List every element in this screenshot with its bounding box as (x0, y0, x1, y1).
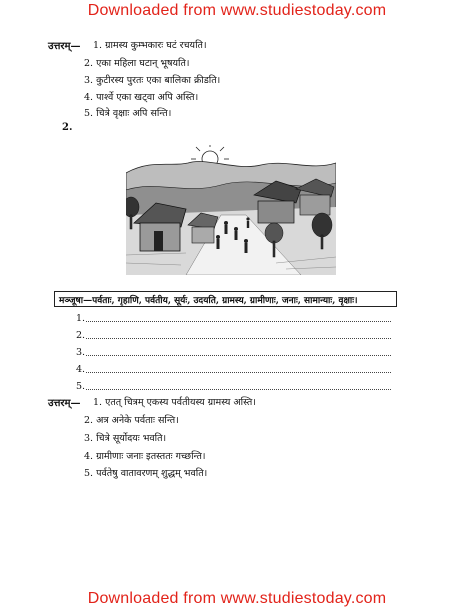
word-box: मञ्जूषा—पर्वताः, गृहाणि, पर्वतीय, सूर्यः, उदयति, ग्रामस्य, ग्रामीणाः, जनाः, सामान्याः, वृक्षाः। (54, 291, 397, 307)
blank-label-3: 3. (76, 347, 86, 358)
question-number: 2. (62, 122, 73, 133)
blank-line-4[interactable] (86, 372, 391, 373)
blank-line-5[interactable] (86, 389, 391, 390)
blank-label-1: 1. (76, 313, 86, 324)
answer-1-line-1: 1. ग्रामस्य कुम्भकारः घटं रचयति। (93, 40, 207, 51)
village-landscape-illustration (126, 145, 336, 275)
answer-2-line-1: 1. एतत् चित्रम् एकस्य पर्वतीयस्य ग्रामस्य अस्ति। (93, 397, 256, 408)
answer-2-line-5: 5. पर्वतेषु वातावरणम् शुद्धम् भवति। (84, 468, 208, 479)
blank-line-3[interactable] (86, 355, 391, 356)
answer-1-line-3: 3. कुटीरस्य पुरतः एका बालिका क्रीडति। (84, 75, 221, 86)
blank-line-2[interactable] (86, 338, 391, 339)
blank-label-5: 5. (76, 381, 86, 392)
blank-label-4: 4. (76, 364, 86, 375)
footer-watermark: Downloaded from www.studiestoday.com (87, 590, 387, 607)
answer-1-line-5: 5. चित्रे वृक्षाः अपि सन्ति। (84, 108, 172, 119)
answer-1-line-4: 4. पार्श्वे एका खट्वा अपि अस्ति। (84, 92, 199, 103)
answer-2-line-2: 2. अत्र अनेके पर्वताः सन्ति। (84, 415, 179, 426)
answer-1-line-2: 2. एका महिला घटान् भूषयति। (84, 58, 190, 69)
answer-2-line-4: 4. ग्रामीणाः जनाः इतस्ततः गच्छन्ति। (84, 451, 206, 462)
answer-label-2: उत्तरम्— (48, 398, 81, 409)
header-watermark: Downloaded from www.studiestoday.com (87, 2, 387, 19)
blank-label-2: 2. (76, 330, 86, 341)
answer-label-1: उत्तरम्— (48, 41, 81, 52)
blank-line-1[interactable] (86, 321, 391, 322)
answer-2-line-3: 3. चित्रे सूर्योदयः भवति। (84, 433, 167, 444)
